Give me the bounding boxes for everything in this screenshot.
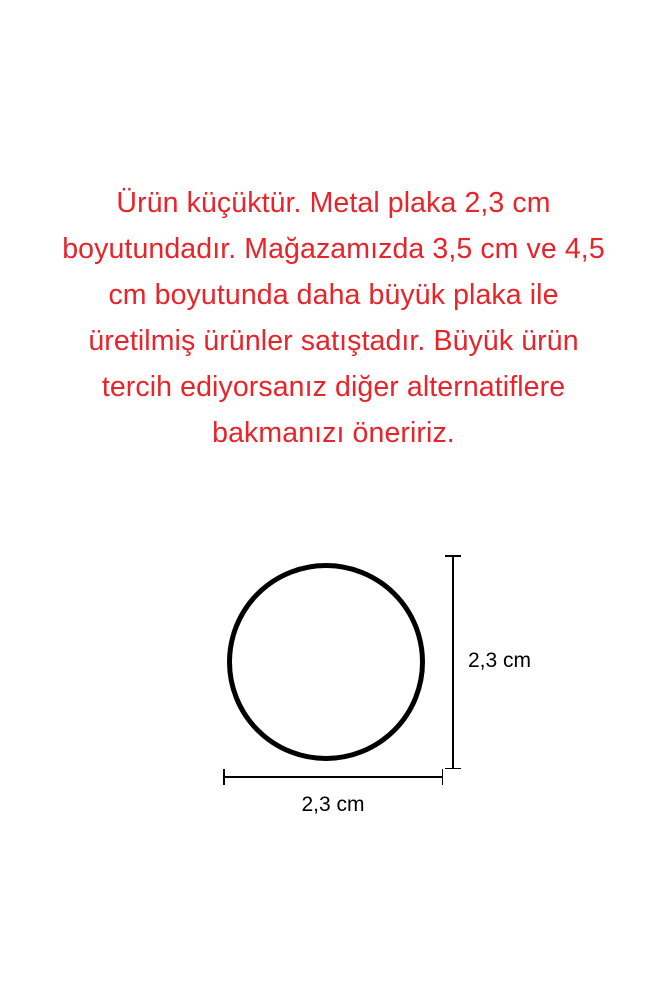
plate-circle-shape <box>227 563 425 761</box>
size-notice-text: Ürün küçüktür. Metal plaka 2,3 cm boyutundadır. Mağazamızda 3,5 cm ve 4,5 cm boyutunda daha büyük plaka ile üretilmiş ürünler satıştadır. Büyük ürün tercih ediyorsanız diğer alternatiflere bakmanızı öneririz. <box>62 187 605 449</box>
vertical-dimension-cap-top <box>445 555 461 557</box>
width-dimension-label: 2,3 cm <box>301 793 365 816</box>
horizontal-dimension-cap-right <box>442 769 444 785</box>
size-diagram <box>0 545 667 835</box>
horizontal-dimension-line <box>223 776 443 778</box>
vertical-dimension-line <box>452 555 454 769</box>
horizontal-dimension-cap-left <box>223 769 225 785</box>
height-dimension-label: 2,3 cm <box>468 649 532 672</box>
vertical-dimension-cap-bottom <box>445 768 461 770</box>
